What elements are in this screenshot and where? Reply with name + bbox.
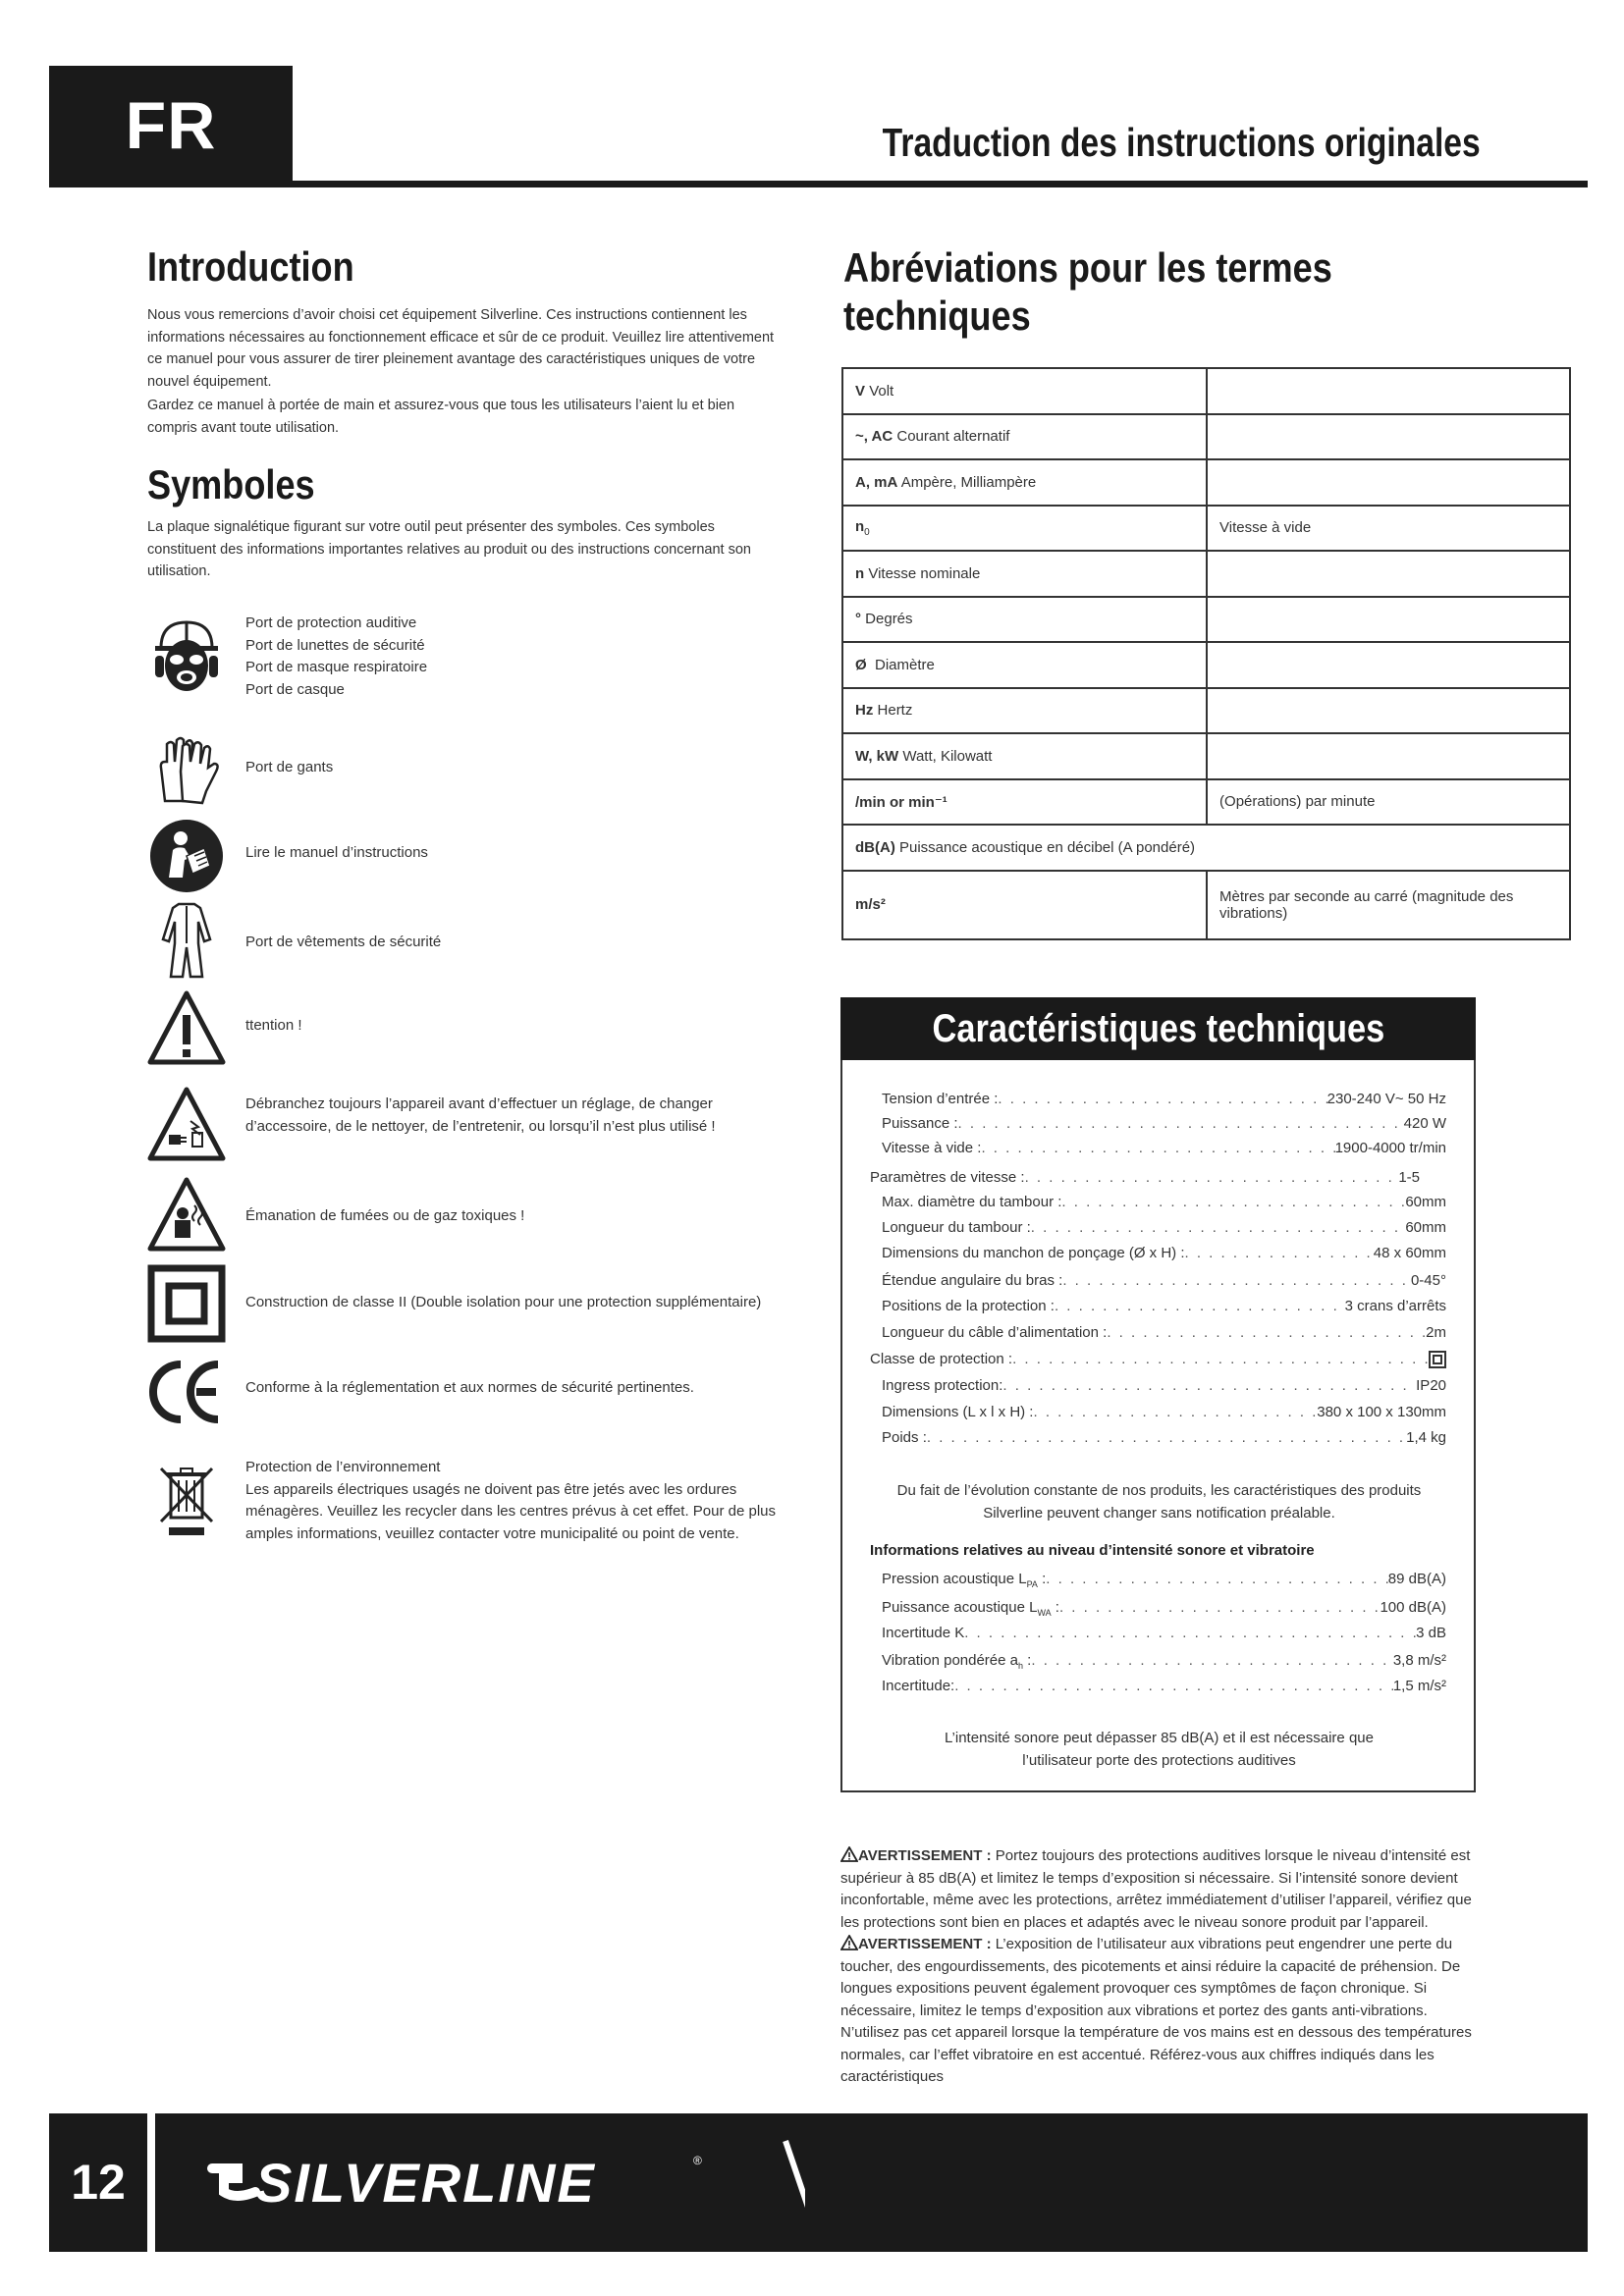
symbol-weee-text: Protection de l’environnement Les appareils électriques usagés ne doivent pas être jetés avec les ordures ménagères. Veuillez les recycler dans les centres prévus à cet effet. Pour de plus amples informations, veuillez contacter votre municipalité ou point de vente.: [245, 1459, 777, 1542]
warning-triangle-icon: [147, 989, 226, 1068]
intro-section: [147, 243, 785, 439]
footer-separator: [147, 2113, 155, 2252]
protective-clothing-icon: [147, 900, 226, 979]
table-row: ° Degrés: [842, 597, 1570, 643]
sound-note: L’intensité sonore peut dépasser 85 dB(A) et il est nécessaire que l’utilisateur porte des protections auditives: [945, 1730, 1374, 1769]
specs-heading: Caractéristiques techniques: [840, 997, 1476, 1060]
warning-triangle-icon: [840, 1846, 858, 1862]
ce-mark-icon: [147, 1353, 226, 1431]
spec-row: Vitesse à vide : . . . 1900-4000 tr/min: [882, 1140, 1446, 1156]
svg-text:SILVERLINE: SILVERLINE: [255, 2152, 596, 2214]
abbreviations-table: [841, 367, 1571, 940]
intro-heading: Introduction: [147, 243, 354, 290]
table-row: Hz Hertz: [842, 688, 1570, 734]
sound-heading: Informations relatives au niveau d’intensité sonore et vibratoire: [870, 1542, 1315, 1559]
symbol-manual-text: Lire le manuel d’instructions: [245, 844, 428, 861]
spec-row: Paramètres de vitesse : . . . 1-5: [870, 1169, 1420, 1186]
abbreviations-heading: Abréviations pour les termes techniques: [843, 244, 1332, 339]
page-title: Traduction des instructions originales: [882, 120, 1481, 165]
symbol-ce-text: Conforme à la réglementation et aux normes de sécurité pertinentes.: [245, 1379, 694, 1396]
unplug-warning-icon: [147, 1086, 226, 1164]
weee-bin-icon: [147, 1461, 226, 1539]
sound-row: Incertitude: . . . 1,5 m/s²: [882, 1678, 1446, 1694]
class-ii-icon: [147, 1264, 226, 1343]
spec-row: Positions de la protection : . . . 3 crans d’arrêts: [882, 1298, 1446, 1314]
table-row: A, mA Ampère, Milliampère: [842, 459, 1570, 506]
silverline-logo: [196, 2135, 805, 2233]
warning-triangle-icon: [840, 1935, 858, 1950]
sound-row: Vibration pondérée $a_h$ : . . . 3,8 m/s²: [882, 1652, 1446, 1671]
spec-row: Étendue angulaire du bras : . . . 0-45°: [882, 1272, 1446, 1289]
read-manual-icon: [147, 817, 226, 895]
symbol-clothing-text: Port de vêtements de sécurité: [245, 934, 442, 950]
symbol-fumes-text: Émanation de fumées ou de gaz toxiques !: [245, 1207, 525, 1224]
spec-row: Ingress protection: . . . IP20: [882, 1377, 1446, 1394]
table-row: Ø Diamètre: [842, 642, 1570, 688]
symbols-heading: Symboles: [147, 461, 315, 507]
table-row: W, kW Watt, Kilowatt: [842, 733, 1570, 779]
spec-row: Puissance : . . . 420 W: [882, 1115, 1446, 1132]
svg-text:®: ®: [693, 2154, 702, 2167]
gloves-icon: [147, 732, 226, 811]
symbol-unplug-text: Débranchez toujours l’appareil avant d’effectuer un réglage, de changer d’accessoire, de le nettoyer, de l’entretenir, ou lorsqu’il n’est plus utilisé !: [245, 1095, 716, 1135]
ppe-head-icon: [147, 616, 226, 695]
spec-row: Dimensions (L x l x H) : . . . 380 x 100 x 130mm: [882, 1404, 1446, 1420]
table-row: ~, AC Courant alternatif: [842, 414, 1570, 460]
sound-row: Incertitude K . . . 3 dB: [882, 1625, 1446, 1641]
intro-paragraph-2: Gardez ce manuel à portée de main et assurez-vous que tous les utilisateurs l’aient lu et bien compris avant toute utilisation.: [147, 398, 735, 436]
spec-row: Longueur du tambour : . . . 60mm: [882, 1219, 1446, 1236]
spec-row: Classe de protection : . . .: [870, 1351, 1446, 1368]
language-tab: FR: [49, 66, 293, 187]
symbols-section: [147, 461, 785, 583]
spec-row: Dimensions du manchon de ponçage (Ø x H) : . . . 48 x 60mm: [882, 1245, 1446, 1261]
table-row: V Volt: [842, 368, 1570, 414]
table-row: $n_0$ Vitesse à vide: [842, 506, 1570, 552]
warning-vibration: AVERTISSEMENT : L’exposition de l’utilisateur aux vibrations peut engendrer une perte du toucher, des engourdissements, des picotements et ainsi réduire la capacité de préhension. De longues expositions peuvent également provoquer ces symptômes de façon chronique. Si nécessaire, limitez le temps d’exposition aux vibrations et portez des gants anti-vibrations. N’utilisez pas cet appareil lorsque la température de vos mains est en dessous des températures normales, car l’effet vibratoire en est accentué. Référez-vous aux chiffres indiqués dans les caractéristiques: [840, 1936, 1472, 2085]
intro-paragraph-1: Nous vous remercions d’avoir choisi cet équipement Silverline. Ces instructions contiennent les informations nécessaires au fonctionnement efficace et sûr de ce produit. Veuillez lire attentivement ce manuel pour vous assurer de tirer pleinement avantage des caractéristiques uniques de votre nouvel équipement.: [147, 307, 775, 390]
abbreviations-section: [843, 243, 1550, 340]
sound-row: Pression acoustique $L_{PA}$ : . . . 89 dB(A): [882, 1571, 1446, 1589]
symbol-class-ii-text: Construction de classe II (Double isolation pour une protection supplémentaire): [245, 1294, 762, 1310]
symbols-intro: La plaque signalétique figurant sur votre outil peut présenter des symboles. Ces symboles constituent des informations importantes relatives au produit ou des instructions concernant son utilisation.: [147, 519, 751, 579]
class-ii-icon: [1429, 1351, 1446, 1368]
symbol-ppe-text: Port de protection auditive Port de lunettes de sécurité Port de masque respiratoire Port de casque: [245, 614, 428, 698]
symbol-gloves-text: Port de gants: [245, 759, 334, 775]
header-rule: [49, 181, 1588, 187]
table-row: m/s² Mètres par seconde au carré (magnitude des vibrations): [842, 871, 1570, 939]
specs-box: [840, 997, 1476, 1792]
specs-note: Du fait de l’évolution constante de nos produits, les caractéristiques des produits Silverline peuvent changer sans notification préalable.: [896, 1482, 1422, 1522]
spec-row: Longueur du câble d’alimentation : . . . 2m: [882, 1324, 1446, 1341]
spec-row: Max. diamètre du tambour : . . . 60mm: [882, 1194, 1446, 1210]
page-number: 12: [71, 2155, 126, 2210]
spec-row: Poids : . . . 1,4 kg: [882, 1429, 1446, 1446]
symbol-warning-text: ttention !: [245, 1017, 302, 1034]
sound-row: Puissance acoustique $L_{WA}$ : . . . 100 dB(A): [882, 1599, 1446, 1618]
table-row: dB(A) Puissance acoustique en décibel (A pondéré): [842, 825, 1570, 871]
table-row: n Vitesse nominale: [842, 551, 1570, 597]
toxic-fumes-icon: [147, 1176, 226, 1255]
spec-row: Tension d’entrée : . . . 230-240 V~ 50 Hz: [882, 1091, 1446, 1107]
table-row: /min or min⁻¹ (Opérations) par minute: [842, 779, 1570, 826]
warning-noise: AVERTISSEMENT : Portez toujours des protections auditives lorsque le niveau d’intensité est supérieur à 85 dB(A) et limitez le temps d’exposition si nécessaire. Si l’intensité sonore devient inconfortable, même avec les protections, arrêtez immédiatement d’utiliser l’appareil, vérifiez que les protections sont bien en places et adaptés avec le niveau sonore produit par l’appareil.: [840, 1847, 1472, 1931]
